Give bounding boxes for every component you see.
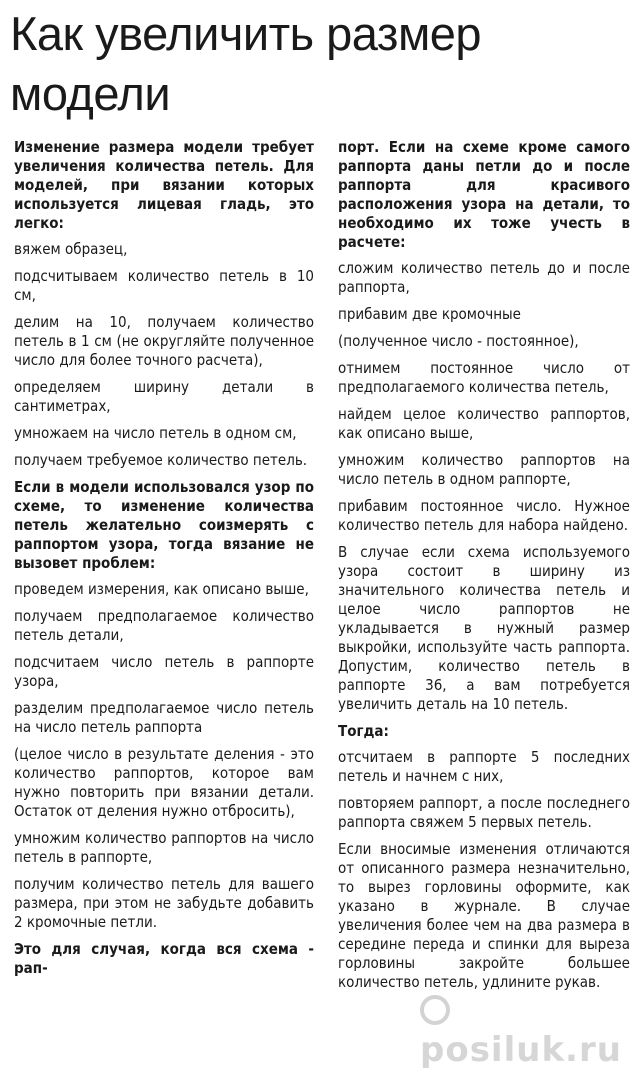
paragraph: умножаем на число петель в одном см,	[14, 424, 297, 442]
paragraph: сложим количество петель до и после раппорта,	[338, 259, 630, 296]
paragraph: отнимем постоянное число от предполагаемого количества петель,	[338, 359, 630, 396]
paragraph: вяжем образец,	[14, 240, 128, 258]
article-title: Как увеличить размер модели	[10, 7, 482, 120]
paragraph: (целое число в результате деления - это количество раппортов, которое вам нужно повторить при вязании детали. Остаток от деления нужно отбросить),	[14, 745, 314, 820]
paragraph: отсчитаем в раппорте 5 последних петель и начнем с них,	[338, 748, 630, 785]
paragraph: В случае если схема используемого узора состоит в ширину из значительного количества петель и целое число раппортов не укладывается в нужный размер выкройки, используйте часть раппорта. Допустим, количество петель в раппорте 36, а вам потребуется увеличить деталь на 10 петель.	[338, 543, 630, 713]
paragraph: подсчитаем число петель в раппорте узора,	[14, 653, 314, 690]
paragraph: умножим количество раппортов на число петель в раппорте,	[14, 829, 314, 866]
paragraph: определяем ширину детали в сантиметрах,	[14, 378, 314, 415]
right-column	[338, 138, 630, 1000]
paragraph: получаем требуемое количество петель.	[14, 451, 308, 469]
paragraph: найдем целое количество раппортов, как описано выше,	[338, 405, 630, 442]
paragraph: повторяем раппорт, а после последнего раппорта свяжем 5 первых петель.	[338, 794, 630, 831]
watermark	[420, 990, 639, 1070]
paragraph: получаем предполагаемое количество петель детали,	[14, 607, 314, 644]
watermark-logo-icon	[420, 995, 450, 1025]
paragraph: разделим предполагаемое число петель на число петель раппорта	[14, 699, 314, 736]
paragraph: Тогда:	[338, 722, 389, 740]
paragraph: делим на 10, получаем количество петель в 1 см (не округляйте полученное число для более точного расчета),	[14, 313, 314, 369]
paragraph: Изменение размера модели требует увеличения количества петель. Для моделей, при вязании которых используется лицевая гладь, это легко:	[14, 138, 314, 232]
paragraph: Это для случая, когда вся схема - рап-	[14, 940, 314, 977]
paragraph: Если вносимые изменения отличаются от описанного размера незначительно, то вырез горловины оформите, как указано в журнале. В случае увеличения более чем на два размера в середине переда и спинки для выреза горловины закройте большее количество петель, удлините рукав.	[338, 840, 630, 991]
paragraph: Если в модели использовался узор по схеме, то изменение количества петель желательно соизмерять с раппортом узора, тогда вязание не вызовет проблем:	[14, 478, 314, 572]
paragraph: прибавим постоянное число. Нужное количество петель для набора найдено.	[338, 497, 630, 534]
paragraph: прибавим две кромочные	[338, 305, 521, 323]
paragraph: получим количество петель для вашего размера, при этом не забудьте добавить 2 кромочные петли.	[14, 875, 314, 931]
paragraph: порт. Если на схеме кроме самого раппорта даны петли до и после раппорта для красивого расположения узора на детали, то необходимо их тоже учесть в расчете:	[338, 138, 630, 251]
paragraph: (полученное число - постоянное),	[338, 332, 579, 350]
left-column	[14, 138, 314, 985]
paragraph: проведем измерения, как описано выше,	[14, 580, 309, 598]
paragraph: подсчитываем количество петель в 10 см,	[14, 267, 314, 304]
paragraph: умножим количество раппортов на число петель в одном раппорте,	[338, 451, 630, 488]
watermark-text: posiluk.ru	[420, 1030, 622, 1070]
